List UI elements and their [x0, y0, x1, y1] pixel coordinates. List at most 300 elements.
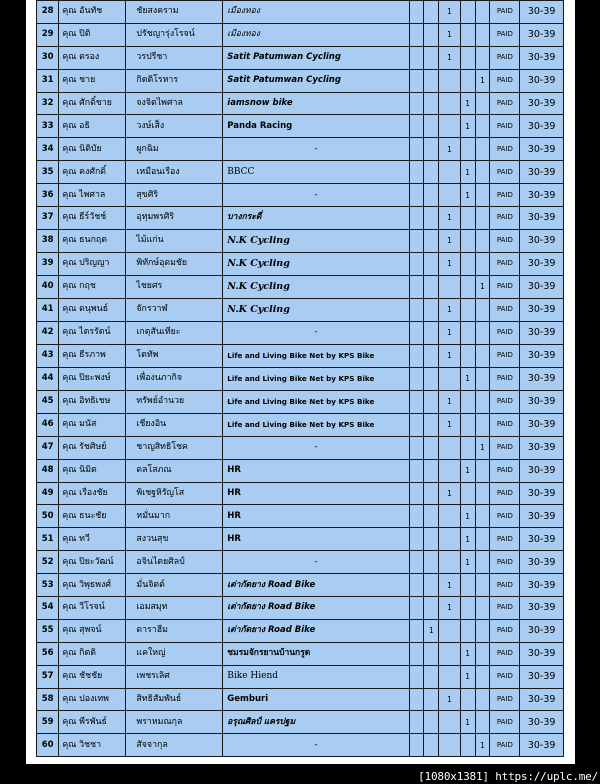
rider-first-name: คุณ อันทัช [59, 1, 126, 24]
check-cell [409, 413, 424, 436]
payment-status: PAID [490, 207, 520, 230]
check-cell [475, 551, 490, 574]
payment-status: PAID [490, 665, 520, 688]
check-cell [409, 252, 424, 275]
team-name-text: Bike Hiend [227, 671, 279, 682]
team-name-text: HR [227, 465, 241, 476]
team-name [223, 574, 409, 597]
team-name [223, 275, 409, 298]
payment-status: PAID [490, 69, 520, 92]
check-cell [460, 619, 475, 642]
team-name [223, 390, 409, 413]
check-mark: 1 [447, 695, 452, 705]
check-mark: 1 [447, 53, 452, 63]
table-row [37, 711, 564, 734]
check-cell [409, 1, 424, 24]
row-number: 52 [37, 551, 59, 574]
rider-last-name: ทรัพย์อำนวย [126, 390, 223, 413]
check-cell [475, 688, 490, 711]
check-cell [475, 642, 490, 665]
check-cell [409, 505, 424, 528]
row-number: 58 [37, 688, 59, 711]
rider-last-name: ดาราฮีม [126, 619, 223, 642]
rider-first-name: คุณ ไตรรัตน์ [59, 321, 126, 344]
rider-last-name: ชาญสิทธิโชค [126, 436, 223, 459]
payment-status: PAID [490, 390, 520, 413]
row-number: 51 [37, 528, 59, 551]
check-cell [439, 505, 460, 528]
rider-last-name: หมั่นมาก [126, 505, 223, 528]
check-cell [475, 92, 490, 115]
check-mark: 1 [465, 466, 470, 476]
check-cell [409, 459, 424, 482]
row-number: 60 [37, 734, 59, 757]
team-name [223, 619, 409, 642]
check-cell [424, 69, 439, 92]
table-row [37, 138, 564, 161]
check-cell [460, 574, 475, 597]
payment-status: PAID [490, 413, 520, 436]
check-cell [424, 207, 439, 230]
team-name-text: iamsnow bike [227, 98, 293, 108]
rider-first-name: คุณ เรืองชัย [59, 482, 126, 505]
age-group: 30-39 [520, 207, 564, 230]
check-cell [409, 46, 424, 69]
check-cell [460, 711, 475, 734]
row-number: 39 [37, 252, 59, 275]
team-name [223, 734, 409, 757]
check-cell [460, 115, 475, 138]
row-number: 35 [37, 161, 59, 184]
check-mark: 1 [447, 489, 452, 499]
rider-first-name: คุณ อธิ [59, 115, 126, 138]
check-cell [424, 551, 439, 574]
check-cell [409, 23, 424, 46]
check-cell [475, 367, 490, 390]
team-name [223, 138, 409, 161]
check-cell [460, 413, 475, 436]
row-number: 43 [37, 344, 59, 367]
check-cell [439, 298, 460, 321]
rider-last-name: พราหมณกุล [126, 711, 223, 734]
team-name-text: - [314, 442, 318, 453]
payment-status: PAID [490, 229, 520, 252]
rider-first-name: คุณ พีรพันธ์ [59, 711, 126, 734]
team-name [223, 551, 409, 574]
check-cell [439, 1, 460, 24]
check-mark: 1 [465, 99, 470, 108]
team-name [223, 436, 409, 459]
row-number: 33 [37, 115, 59, 138]
team-name [223, 184, 409, 207]
payment-status: PAID [490, 551, 520, 574]
team-name-text: เต่ากัดยาง Road Bike [227, 602, 316, 613]
table-row [37, 92, 564, 115]
team-name-text: - [314, 143, 318, 154]
rider-first-name: คุณ กิตติ [59, 642, 126, 665]
team-name [223, 642, 409, 665]
row-number: 38 [37, 229, 59, 252]
check-cell [475, 390, 490, 413]
check-mark: 1 [447, 7, 452, 17]
team-name [223, 1, 409, 24]
table-row [37, 436, 564, 459]
payment-status: PAID [490, 1, 520, 24]
table-row [37, 298, 564, 321]
check-cell [475, 619, 490, 642]
check-cell [409, 711, 424, 734]
table-row [37, 344, 564, 367]
check-cell [460, 390, 475, 413]
team-name [223, 367, 409, 390]
team-name-text: Life and Living Bike Net by KPS Bike [227, 419, 375, 429]
check-cell [460, 321, 475, 344]
payment-status: PAID [490, 528, 520, 551]
table-row [37, 505, 564, 528]
check-mark: 1 [429, 626, 434, 636]
rider-first-name: คุณ รัชศิษย์ [59, 436, 126, 459]
table-row [37, 619, 564, 642]
check-cell [409, 734, 424, 757]
table-row [37, 321, 564, 344]
rider-last-name: ไชยศร [126, 275, 223, 298]
rider-last-name: สงวนสุข [126, 528, 223, 551]
team-name-text: เมืองทอง [227, 29, 260, 40]
payment-status: PAID [490, 46, 520, 69]
team-name-text: N.K Cycling [227, 280, 290, 292]
check-cell [439, 528, 460, 551]
check-mark: 1 [465, 672, 470, 682]
check-cell [460, 482, 475, 505]
check-mark: 1 [465, 717, 470, 727]
check-mark: 1 [465, 557, 470, 567]
age-group: 30-39 [520, 275, 564, 298]
team-name-text: HR [227, 488, 241, 499]
rider-last-name: อจินไตยศิลป์ [126, 551, 223, 574]
check-cell [424, 688, 439, 711]
check-cell [424, 390, 439, 413]
check-cell [409, 275, 424, 298]
team-name [223, 459, 409, 482]
payment-status: PAID [490, 344, 520, 367]
team-name [223, 321, 409, 344]
check-mark: 1 [447, 328, 452, 338]
rider-first-name: คุณ ตรอง [59, 46, 126, 69]
check-cell [409, 92, 424, 115]
table-row [37, 482, 564, 505]
check-cell [475, 459, 490, 482]
table-row [37, 161, 564, 184]
row-number: 59 [37, 711, 59, 734]
team-name-text: N.K Cycling [227, 234, 290, 246]
payment-status: PAID [490, 275, 520, 298]
team-name [223, 344, 409, 367]
check-cell [409, 298, 424, 321]
check-cell [439, 184, 460, 207]
check-mark: 1 [447, 259, 452, 269]
check-cell [460, 505, 475, 528]
check-cell [475, 184, 490, 207]
payment-status: PAID [490, 161, 520, 184]
rider-last-name: พิเชฐหิรัญโส [126, 482, 223, 505]
check-cell [424, 46, 439, 69]
check-cell [439, 115, 460, 138]
check-cell [475, 597, 490, 620]
check-cell [409, 436, 424, 459]
rider-last-name: สุขศิริ [126, 184, 223, 207]
rider-last-name: วงษ์เส็ง [126, 115, 223, 138]
team-name-text: - [314, 327, 318, 338]
team-name [223, 505, 409, 528]
age-group: 30-39 [520, 367, 564, 390]
check-cell [439, 138, 460, 161]
check-cell [439, 207, 460, 230]
check-cell [460, 1, 475, 24]
team-name-text: เมืองทอง [227, 6, 260, 17]
row-number: 56 [37, 642, 59, 665]
rider-first-name: คุณ ธีรภาพ [59, 344, 126, 367]
check-cell [424, 505, 439, 528]
check-mark: 1 [465, 649, 470, 659]
age-group: 30-39 [520, 161, 564, 184]
rider-first-name: คุณ ศักดิ์ชาย [59, 92, 126, 115]
age-group: 30-39 [520, 597, 564, 620]
team-name-text: Life and Living Bike Net by KPS Bike [227, 373, 375, 383]
age-group: 30-39 [520, 69, 564, 92]
check-cell [439, 413, 460, 436]
check-cell [460, 688, 475, 711]
rider-last-name: เอมสมุท [126, 597, 223, 620]
payment-status: PAID [490, 298, 520, 321]
check-cell [439, 574, 460, 597]
rider-first-name: คุณ วิชชา [59, 734, 126, 757]
check-cell [460, 642, 475, 665]
team-name-text: ชมรมจักรยานบ้านกรูด [227, 648, 311, 659]
team-name-text: - [314, 739, 318, 750]
check-mark: 1 [447, 397, 452, 407]
check-cell [424, 734, 439, 757]
check-cell [424, 344, 439, 367]
rider-last-name: ชัยสงคราม [126, 1, 223, 24]
team-name-text: - [314, 556, 318, 567]
age-group: 30-39 [520, 551, 564, 574]
rider-last-name: ไม้แก่น [126, 229, 223, 252]
check-mark: 1 [447, 351, 452, 361]
age-group: 30-39 [520, 459, 564, 482]
check-cell [409, 665, 424, 688]
table-row [37, 734, 564, 757]
check-cell [460, 459, 475, 482]
check-mark: 1 [465, 190, 470, 200]
age-group: 30-39 [520, 344, 564, 367]
check-cell [439, 92, 460, 115]
payment-status: PAID [490, 482, 520, 505]
check-cell [439, 688, 460, 711]
team-name-text: Panda Racing [227, 120, 293, 131]
team-name [223, 597, 409, 620]
row-number: 36 [37, 184, 59, 207]
rider-first-name: คุณ ธนกฤต [59, 229, 126, 252]
rider-last-name: สัจจากุล [126, 734, 223, 757]
table-row [37, 23, 564, 46]
check-cell [409, 69, 424, 92]
check-cell [439, 482, 460, 505]
age-group: 30-39 [520, 528, 564, 551]
team-name-text: - [314, 189, 318, 200]
payment-status: PAID [490, 321, 520, 344]
team-name-text: N.K Cycling [227, 303, 290, 315]
check-mark: 1 [465, 511, 470, 521]
payment-status: PAID [490, 459, 520, 482]
check-cell [439, 551, 460, 574]
check-mark: 1 [465, 167, 470, 177]
rider-first-name: คุณ ธีร์วัชช์ [59, 207, 126, 230]
check-cell [424, 436, 439, 459]
age-group: 30-39 [520, 505, 564, 528]
rider-last-name: เพื่องนภากิจ [126, 367, 223, 390]
check-cell [439, 252, 460, 275]
table-row [37, 642, 564, 665]
check-cell [409, 482, 424, 505]
row-number: 31 [37, 69, 59, 92]
check-cell [475, 436, 490, 459]
row-number: 44 [37, 367, 59, 390]
table-row [37, 688, 564, 711]
image-size-footer: [1080x1381] https://uplc.me/ [418, 770, 598, 783]
team-name [223, 298, 409, 321]
check-cell [439, 390, 460, 413]
check-cell [460, 69, 475, 92]
rider-last-name: อุทุมพรศิริ [126, 207, 223, 230]
check-cell [475, 275, 490, 298]
payment-status: PAID [490, 688, 520, 711]
rider-first-name: คุณ มนัส [59, 413, 126, 436]
check-cell [424, 711, 439, 734]
check-cell [424, 275, 439, 298]
row-number: 50 [37, 505, 59, 528]
rider-first-name: คุณ ปิยะพงษ์ [59, 367, 126, 390]
check-cell [409, 138, 424, 161]
check-cell [439, 367, 460, 390]
check-cell [439, 642, 460, 665]
rider-first-name: คุณ ชาย [59, 69, 126, 92]
check-cell [409, 184, 424, 207]
check-cell [475, 665, 490, 688]
rider-first-name: คุณ วิพุธพงศ์ [59, 574, 126, 597]
check-cell [475, 528, 490, 551]
check-mark: 1 [480, 740, 485, 750]
team-name-text: อรุณศิลป์ แครปฐม [227, 716, 296, 727]
rider-last-name: วรปรีชา [126, 46, 223, 69]
check-cell [439, 161, 460, 184]
check-cell [409, 207, 424, 230]
table-row [37, 459, 564, 482]
row-number: 54 [37, 597, 59, 620]
check-cell [439, 711, 460, 734]
table-row [37, 551, 564, 574]
check-mark: 1 [447, 580, 452, 590]
rider-first-name: คุณ ปองเทพ [59, 688, 126, 711]
team-name-text: Satit Patumwan Cycling [227, 52, 341, 63]
age-group: 30-39 [520, 619, 564, 642]
payment-status: PAID [490, 138, 520, 161]
row-number: 34 [37, 138, 59, 161]
check-cell [460, 252, 475, 275]
rider-first-name: คุณ อิทธิเชษ [59, 390, 126, 413]
rider-last-name: ผูกฉิม [126, 138, 223, 161]
age-group: 30-39 [520, 413, 564, 436]
check-cell [460, 23, 475, 46]
payment-status: PAID [490, 367, 520, 390]
check-cell [439, 665, 460, 688]
registration-table [36, 0, 564, 757]
table-row [37, 46, 564, 69]
payment-status: PAID [490, 23, 520, 46]
check-cell [424, 115, 439, 138]
rider-first-name: คุณ ธนะชัย [59, 505, 126, 528]
check-mark: 1 [480, 76, 485, 86]
check-cell [439, 597, 460, 620]
rider-first-name: คุณ วีโรจน์ [59, 597, 126, 620]
rider-last-name: เพชรเลิศ [126, 665, 223, 688]
check-cell [475, 1, 490, 24]
table-row [37, 115, 564, 138]
rider-last-name: มั่นจิตต์ [126, 574, 223, 597]
rider-last-name: เชียงอิน [126, 413, 223, 436]
payment-status: PAID [490, 92, 520, 115]
row-number: 32 [37, 92, 59, 115]
rider-first-name: คุณ ดนุพนธ์ [59, 298, 126, 321]
team-name-text: HR [227, 533, 241, 544]
check-cell [409, 574, 424, 597]
check-cell [424, 92, 439, 115]
payment-status: PAID [490, 642, 520, 665]
check-cell [460, 551, 475, 574]
table-row [37, 184, 564, 207]
check-cell [475, 252, 490, 275]
check-cell [475, 482, 490, 505]
rider-first-name: คุณ ปิยะวัฒน์ [59, 551, 126, 574]
team-name [223, 46, 409, 69]
row-number: 47 [37, 436, 59, 459]
payment-status: PAID [490, 436, 520, 459]
payment-status: PAID [490, 711, 520, 734]
check-cell [424, 252, 439, 275]
check-cell [475, 69, 490, 92]
table-row [37, 597, 564, 620]
check-cell [424, 597, 439, 620]
check-cell [460, 229, 475, 252]
team-name [223, 115, 409, 138]
rider-last-name: จักรวาฬ [126, 298, 223, 321]
check-cell [409, 642, 424, 665]
check-cell [424, 138, 439, 161]
table-row [37, 252, 564, 275]
check-cell [475, 344, 490, 367]
age-group: 30-39 [520, 46, 564, 69]
check-cell [460, 597, 475, 620]
check-cell [424, 1, 439, 24]
rider-first-name: คุณ ทวี [59, 528, 126, 551]
check-cell [460, 92, 475, 115]
payment-status: PAID [490, 619, 520, 642]
team-name [223, 229, 409, 252]
check-cell [475, 161, 490, 184]
team-name [223, 711, 409, 734]
age-group: 30-39 [520, 184, 564, 207]
team-name-text: เต่ากัดยาง Road Bike [227, 625, 316, 636]
age-group: 30-39 [520, 321, 564, 344]
